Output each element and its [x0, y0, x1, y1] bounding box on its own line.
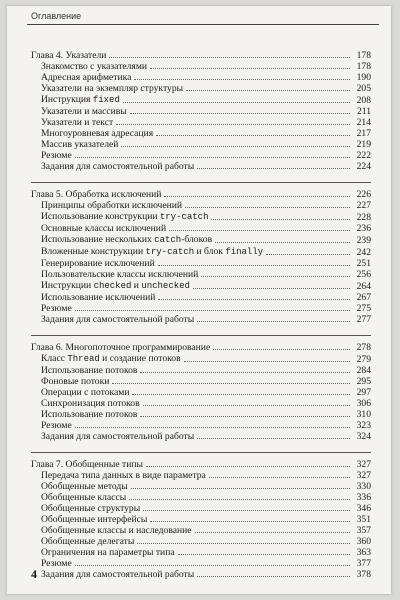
- code-fragment: catch: [154, 235, 182, 245]
- dot-leader: [140, 416, 350, 417]
- toc-entry: [31, 558, 371, 569]
- text-fragment: Обобщенные делегаты: [41, 536, 135, 547]
- toc-entry-label: [41, 492, 126, 503]
- toc-entry: [31, 200, 371, 211]
- toc-entry: [31, 525, 371, 536]
- text-fragment: Знакомство с указателями: [41, 61, 148, 72]
- toc-entry-label: [41, 72, 131, 83]
- toc-entry-label: [41, 234, 212, 246]
- text-fragment: Резюме: [41, 303, 72, 314]
- dot-leader: [116, 124, 350, 125]
- toc-entry: [31, 503, 371, 514]
- page-ref: 214: [356, 117, 371, 128]
- text-fragment: Фоновые потоки: [41, 376, 110, 387]
- toc-entry-label: [41, 514, 147, 525]
- text-fragment: Задания для самостоятельной работы: [41, 569, 195, 580]
- text-fragment: Обобщенные интерфейсы: [41, 514, 148, 525]
- page-ref: 242: [356, 247, 371, 258]
- toc-entry-label: [41, 161, 194, 172]
- toc-chapter: [31, 342, 371, 353]
- text-fragment: Генерирование исключений: [41, 258, 155, 269]
- toc-section: [31, 182, 371, 325]
- page-ref: 277: [356, 314, 371, 325]
- toc-entry: [31, 94, 371, 106]
- page-ref: 330: [356, 481, 371, 492]
- dot-leader: [215, 242, 350, 243]
- text-fragment: Обобщенные классы и наследование: [41, 525, 192, 536]
- page-ref: 178: [356, 61, 371, 72]
- text-fragment: Вложенные конструкции: [41, 246, 146, 257]
- toc-entry-label: [41, 353, 181, 365]
- text-fragment: Операции с потоками: [41, 387, 130, 398]
- page-ref: 219: [356, 139, 371, 150]
- dot-leader: [186, 90, 350, 91]
- dot-leader: [134, 79, 350, 80]
- text-fragment: Использование исключений: [41, 292, 156, 303]
- page-ref: 323: [356, 420, 371, 431]
- page-ref: 351: [356, 514, 371, 525]
- page-ref: 275: [356, 303, 371, 314]
- dot-leader: [164, 196, 350, 197]
- toc-entry-label: [41, 569, 194, 580]
- dot-leader: [150, 68, 350, 69]
- dot-leader: [211, 219, 350, 220]
- book-page: [7, 6, 391, 594]
- toc-entry-label: [41, 117, 113, 128]
- page-ref: 284: [356, 365, 371, 376]
- toc-entry: [31, 314, 371, 325]
- dot-leader: [156, 135, 350, 136]
- toc-entry: [31, 492, 371, 503]
- page-ref: 346: [356, 503, 371, 514]
- text-fragment: Резюме: [41, 150, 72, 161]
- toc-entry: [31, 292, 371, 303]
- toc-entry: [31, 106, 371, 117]
- text-fragment: Указатели и массивы: [41, 106, 127, 117]
- toc-entry-label: [41, 94, 120, 106]
- toc-entry: [31, 72, 371, 83]
- page-ref: 295: [356, 376, 371, 387]
- text-fragment: и создание потоков: [99, 353, 181, 364]
- toc-entry-label: [41, 139, 118, 150]
- dot-leader: [201, 276, 350, 277]
- dot-leader: [158, 299, 350, 300]
- text-fragment: Использование потоков: [41, 365, 138, 376]
- toc-entry: [31, 83, 371, 94]
- toc-entry-label: [41, 376, 109, 387]
- toc-entry: [31, 536, 371, 547]
- toc-entry: [31, 398, 371, 409]
- page-ref: 224: [356, 161, 371, 172]
- toc-chapter: [31, 189, 371, 200]
- dot-leader: [197, 576, 350, 577]
- toc-entry-label: [41, 470, 206, 481]
- dot-leader: [184, 361, 350, 362]
- text-fragment: Адресная арифметика: [41, 72, 132, 83]
- toc-chapter-label: Глава 6. Многопоточное программирование: [31, 342, 211, 353]
- dot-leader: [121, 146, 350, 147]
- page-ref: 256: [356, 269, 371, 280]
- toc-entry-label: [41, 536, 134, 547]
- toc-entry: [31, 547, 371, 558]
- running-head: Оглавление: [31, 11, 82, 21]
- dot-leader: [169, 230, 350, 231]
- dot-leader: [143, 405, 350, 406]
- page-ref: 310: [356, 409, 371, 420]
- toc-entry: [31, 569, 371, 580]
- toc-entry-label: [41, 525, 192, 536]
- text-fragment: Ограничения на параметры типа: [41, 547, 175, 558]
- page-ref: 306: [356, 398, 371, 409]
- page-ref: 363: [356, 547, 371, 558]
- toc-entry-label: [41, 387, 129, 398]
- text-fragment: Резюме: [41, 420, 72, 431]
- dot-leader: [130, 113, 350, 114]
- page-number: 4: [31, 567, 37, 581]
- dot-leader: [75, 157, 350, 158]
- toc-entry-label: [41, 150, 72, 161]
- text-fragment: Массив указателей: [41, 139, 119, 150]
- header-rule: [27, 24, 379, 25]
- toc-entry-label: [41, 83, 183, 94]
- text-fragment: Принципы обработки исключений: [41, 200, 183, 211]
- text-fragment: Использование потоков: [41, 409, 138, 420]
- text-fragment: Основные классы исключений: [41, 223, 167, 234]
- toc-entry: [31, 258, 371, 269]
- toc-entry: [31, 139, 371, 150]
- page-ref: 377: [356, 558, 371, 569]
- text-fragment: Указатели на экземпляр структуры: [41, 83, 184, 94]
- toc-entry-label: [41, 61, 147, 72]
- text-fragment: Обобщенные методы: [41, 481, 128, 492]
- dot-leader: [140, 372, 350, 373]
- toc-entry-label: [41, 106, 127, 117]
- text-fragment: Синхронизация потоков: [41, 398, 140, 409]
- text-fragment: -блоков: [181, 234, 213, 245]
- text-fragment: Передача типа данных в виде параметра: [41, 470, 206, 481]
- toc-entry-label: [41, 420, 72, 431]
- text-fragment: Задания для самостоятельной работы: [41, 431, 195, 442]
- toc-entry: [31, 353, 371, 365]
- dot-leader: [137, 543, 350, 544]
- page-ref: 357: [356, 525, 371, 536]
- text-fragment: Использование конструкции: [41, 211, 160, 222]
- text-fragment: Инструкция: [41, 94, 93, 105]
- page-ref: 211: [356, 106, 371, 117]
- toc-entry-label: [41, 398, 140, 409]
- dot-leader: [75, 310, 350, 311]
- page-ref: 205: [356, 83, 371, 94]
- toc-entry: [31, 409, 371, 420]
- text-fragment: и: [131, 280, 142, 291]
- page-ref: 336: [356, 492, 371, 503]
- page-ref: 324: [356, 431, 371, 442]
- dot-leader: [75, 565, 350, 566]
- page-ref: 208: [356, 95, 371, 106]
- toc-chapter-label: Глава 7. Обобщенные типы: [31, 459, 143, 470]
- toc-entry-label: [41, 280, 190, 292]
- page-ref: 279: [356, 354, 371, 365]
- page-ref: 327: [356, 470, 371, 481]
- code-fragment: unchecked: [141, 281, 190, 291]
- page-ref: 227: [356, 200, 371, 211]
- toc-entry: [31, 470, 371, 481]
- dot-leader: [146, 466, 350, 467]
- page-ref: 239: [356, 235, 371, 246]
- text-fragment: Инструкции: [41, 280, 94, 291]
- page-ref: 217: [356, 128, 371, 139]
- page-ref: 267: [356, 292, 371, 303]
- toc-entry: [31, 431, 371, 442]
- dot-leader: [109, 57, 350, 58]
- toc-entry: [31, 211, 371, 223]
- dot-leader: [266, 254, 350, 255]
- dot-leader: [158, 265, 350, 266]
- toc-entry: [31, 161, 371, 172]
- toc-entry-label: [41, 558, 72, 569]
- dot-leader: [178, 554, 350, 555]
- toc-entry: [31, 150, 371, 161]
- dot-leader: [112, 383, 350, 384]
- toc-entry: [31, 269, 371, 280]
- toc-chapter-label: Глава 4. Указатели: [31, 50, 107, 61]
- toc-entry-label: [41, 269, 198, 280]
- dot-leader: [209, 477, 350, 478]
- text-fragment: Указатели и текст: [41, 117, 114, 128]
- page-ref: 264: [356, 281, 371, 292]
- page-ref: 236: [356, 223, 371, 234]
- text-fragment: Резюме: [41, 558, 72, 569]
- toc-chapter-label: Глава 5. Обработка исключений: [31, 189, 162, 200]
- dot-leader: [197, 168, 350, 169]
- dot-leader: [197, 438, 350, 439]
- toc-section: [31, 50, 371, 172]
- toc-entry-label: [41, 211, 208, 223]
- toc-chapter: [31, 50, 371, 61]
- page-ref: 360: [356, 536, 371, 547]
- dot-leader: [132, 394, 350, 395]
- toc-entry-label: [41, 481, 128, 492]
- text-fragment: Задания для самостоятельной работы: [41, 314, 195, 325]
- toc-section: [31, 335, 371, 442]
- dot-leader: [195, 532, 350, 533]
- text-fragment: и блок: [194, 246, 226, 257]
- code-fragment: try-catch: [159, 212, 209, 222]
- page-ref: 378: [356, 569, 371, 580]
- toc-entry-label: [41, 128, 153, 139]
- code-fragment: Thread: [67, 354, 100, 364]
- toc-entry-label: [41, 303, 72, 314]
- text-fragment: Пользовательские классы исключений: [41, 269, 199, 280]
- dot-leader: [143, 510, 350, 511]
- dot-leader: [213, 349, 350, 350]
- toc-entry-label: [41, 547, 175, 558]
- page-ref: 278: [356, 342, 371, 353]
- code-fragment: try-catch: [145, 247, 195, 257]
- toc-section: [31, 452, 371, 580]
- text-fragment: Задания для самостоятельной работы: [41, 161, 195, 172]
- toc-entry-label: [41, 223, 166, 234]
- toc-entry-label: [41, 258, 155, 269]
- table-of-contents: [31, 50, 371, 580]
- dot-leader: [150, 521, 350, 522]
- toc-entry-label: [41, 314, 194, 325]
- text-fragment: Обобщенные классы: [41, 492, 127, 503]
- page-ref: 222: [356, 150, 371, 161]
- dot-leader: [75, 427, 350, 428]
- page-ref: 327: [356, 459, 371, 470]
- toc-chapter: [31, 459, 371, 470]
- dot-leader: [129, 499, 350, 500]
- text-fragment: Класс: [41, 353, 68, 364]
- toc-entry-label: [41, 431, 194, 442]
- code-fragment: finally: [225, 247, 264, 257]
- code-fragment: checked: [93, 281, 132, 291]
- toc-entry: [31, 223, 371, 234]
- toc-entry-label: [41, 503, 140, 514]
- toc-entry: [31, 234, 371, 246]
- toc-entry: [31, 376, 371, 387]
- toc-entry: [31, 365, 371, 376]
- page-ref: 190: [356, 72, 371, 83]
- toc-entry: [31, 61, 371, 72]
- toc-entry-label: [41, 409, 137, 420]
- toc-entry: [31, 481, 371, 492]
- toc-entry: [31, 514, 371, 525]
- dot-leader: [131, 488, 350, 489]
- toc-entry: [31, 246, 371, 258]
- code-fragment: fixed: [92, 95, 120, 105]
- dot-leader: [193, 288, 350, 289]
- toc-entry: [31, 387, 371, 398]
- toc-entry-label: [41, 200, 182, 211]
- toc-entry-label: [41, 292, 155, 303]
- toc-entry: [31, 117, 371, 128]
- page-ref: 226: [356, 189, 371, 200]
- toc-entry: [31, 280, 371, 292]
- page-ref: 251: [356, 258, 371, 269]
- toc-entry-label: [41, 246, 263, 258]
- toc-entry-label: [41, 365, 137, 376]
- dot-leader: [197, 321, 350, 322]
- toc-entry: [31, 128, 371, 139]
- page-ref: 228: [356, 212, 371, 223]
- page-ref: 297: [356, 387, 371, 398]
- toc-entry: [31, 420, 371, 431]
- text-fragment: Обобщенные структуры: [41, 503, 141, 514]
- dot-leader: [185, 207, 350, 208]
- toc-entry: [31, 303, 371, 314]
- dot-leader: [123, 102, 350, 103]
- text-fragment: Многоуровневая адресация: [41, 128, 154, 139]
- page-ref: 178: [356, 50, 371, 61]
- text-fragment: Использование нескольких: [41, 234, 155, 245]
